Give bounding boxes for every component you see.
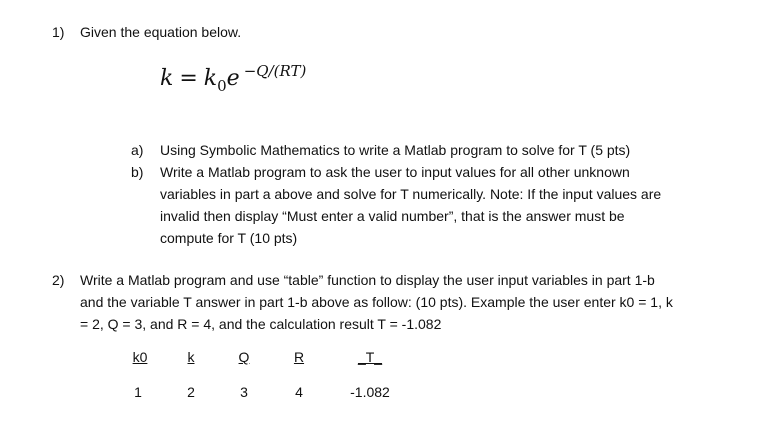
table-header-t: _T_ <box>357 349 383 365</box>
question-1-number: 1) <box>52 24 65 40</box>
equation-exp-base: e <box>226 66 240 91</box>
part-a-label: a) <box>131 142 144 158</box>
question-1-prompt: Given the equation below. <box>80 24 242 40</box>
equation-k-base: k <box>203 66 218 91</box>
question-2-line: Write a Matlab program and use “table” function to display the user input variables in part 1-b <box>80 272 655 288</box>
part-b-label: b) <box>131 164 144 180</box>
part-b-line: compute for T (10 pts) <box>160 230 298 246</box>
part-b-line: invalid then display “Must enter a valid number”, that is the answer must be <box>160 208 625 224</box>
table-cell-k0: 1 <box>134 384 142 400</box>
part-b-text <box>160 161 661 249</box>
part-a-line: Using Symbolic Mathematics to write a Matlab program to solve for T (5 pts) <box>160 142 631 158</box>
part-b-line: variables in part a above and solve for T numerically. Note: If the input values are <box>160 186 662 202</box>
question-2-line: = 2, Q = 3, and R = 4, and the calculation result T = -1.082 <box>80 316 442 332</box>
question-2-text <box>80 269 673 335</box>
equation-lhs: k <box>160 66 174 91</box>
table-header-r: R <box>293 349 305 365</box>
table-cell-k: 2 <box>187 384 195 400</box>
table-header-k0: k0 <box>132 349 148 365</box>
table-cell-r: 4 <box>295 384 303 400</box>
equation-exponent: −Q/(RT) <box>243 62 307 80</box>
equation-equals: = <box>179 66 198 91</box>
table-cell-q: 3 <box>240 384 248 400</box>
table-header-q: Q <box>238 349 250 365</box>
question-2-number: 2) <box>52 272 65 288</box>
equation <box>160 62 307 95</box>
table-cell-t: -1.082 <box>350 384 390 400</box>
part-b-line: Write a Matlab program to ask the user to input values for all other unknown <box>160 164 630 180</box>
question-2-line: and the variable T answer in part 1-b above as follow: (10 pts). Example the user enter k0 = 1, k <box>80 294 673 310</box>
part-a-text <box>160 139 630 161</box>
table-header-k: k <box>187 349 195 365</box>
equation-k-subscript: 0 <box>217 77 227 95</box>
